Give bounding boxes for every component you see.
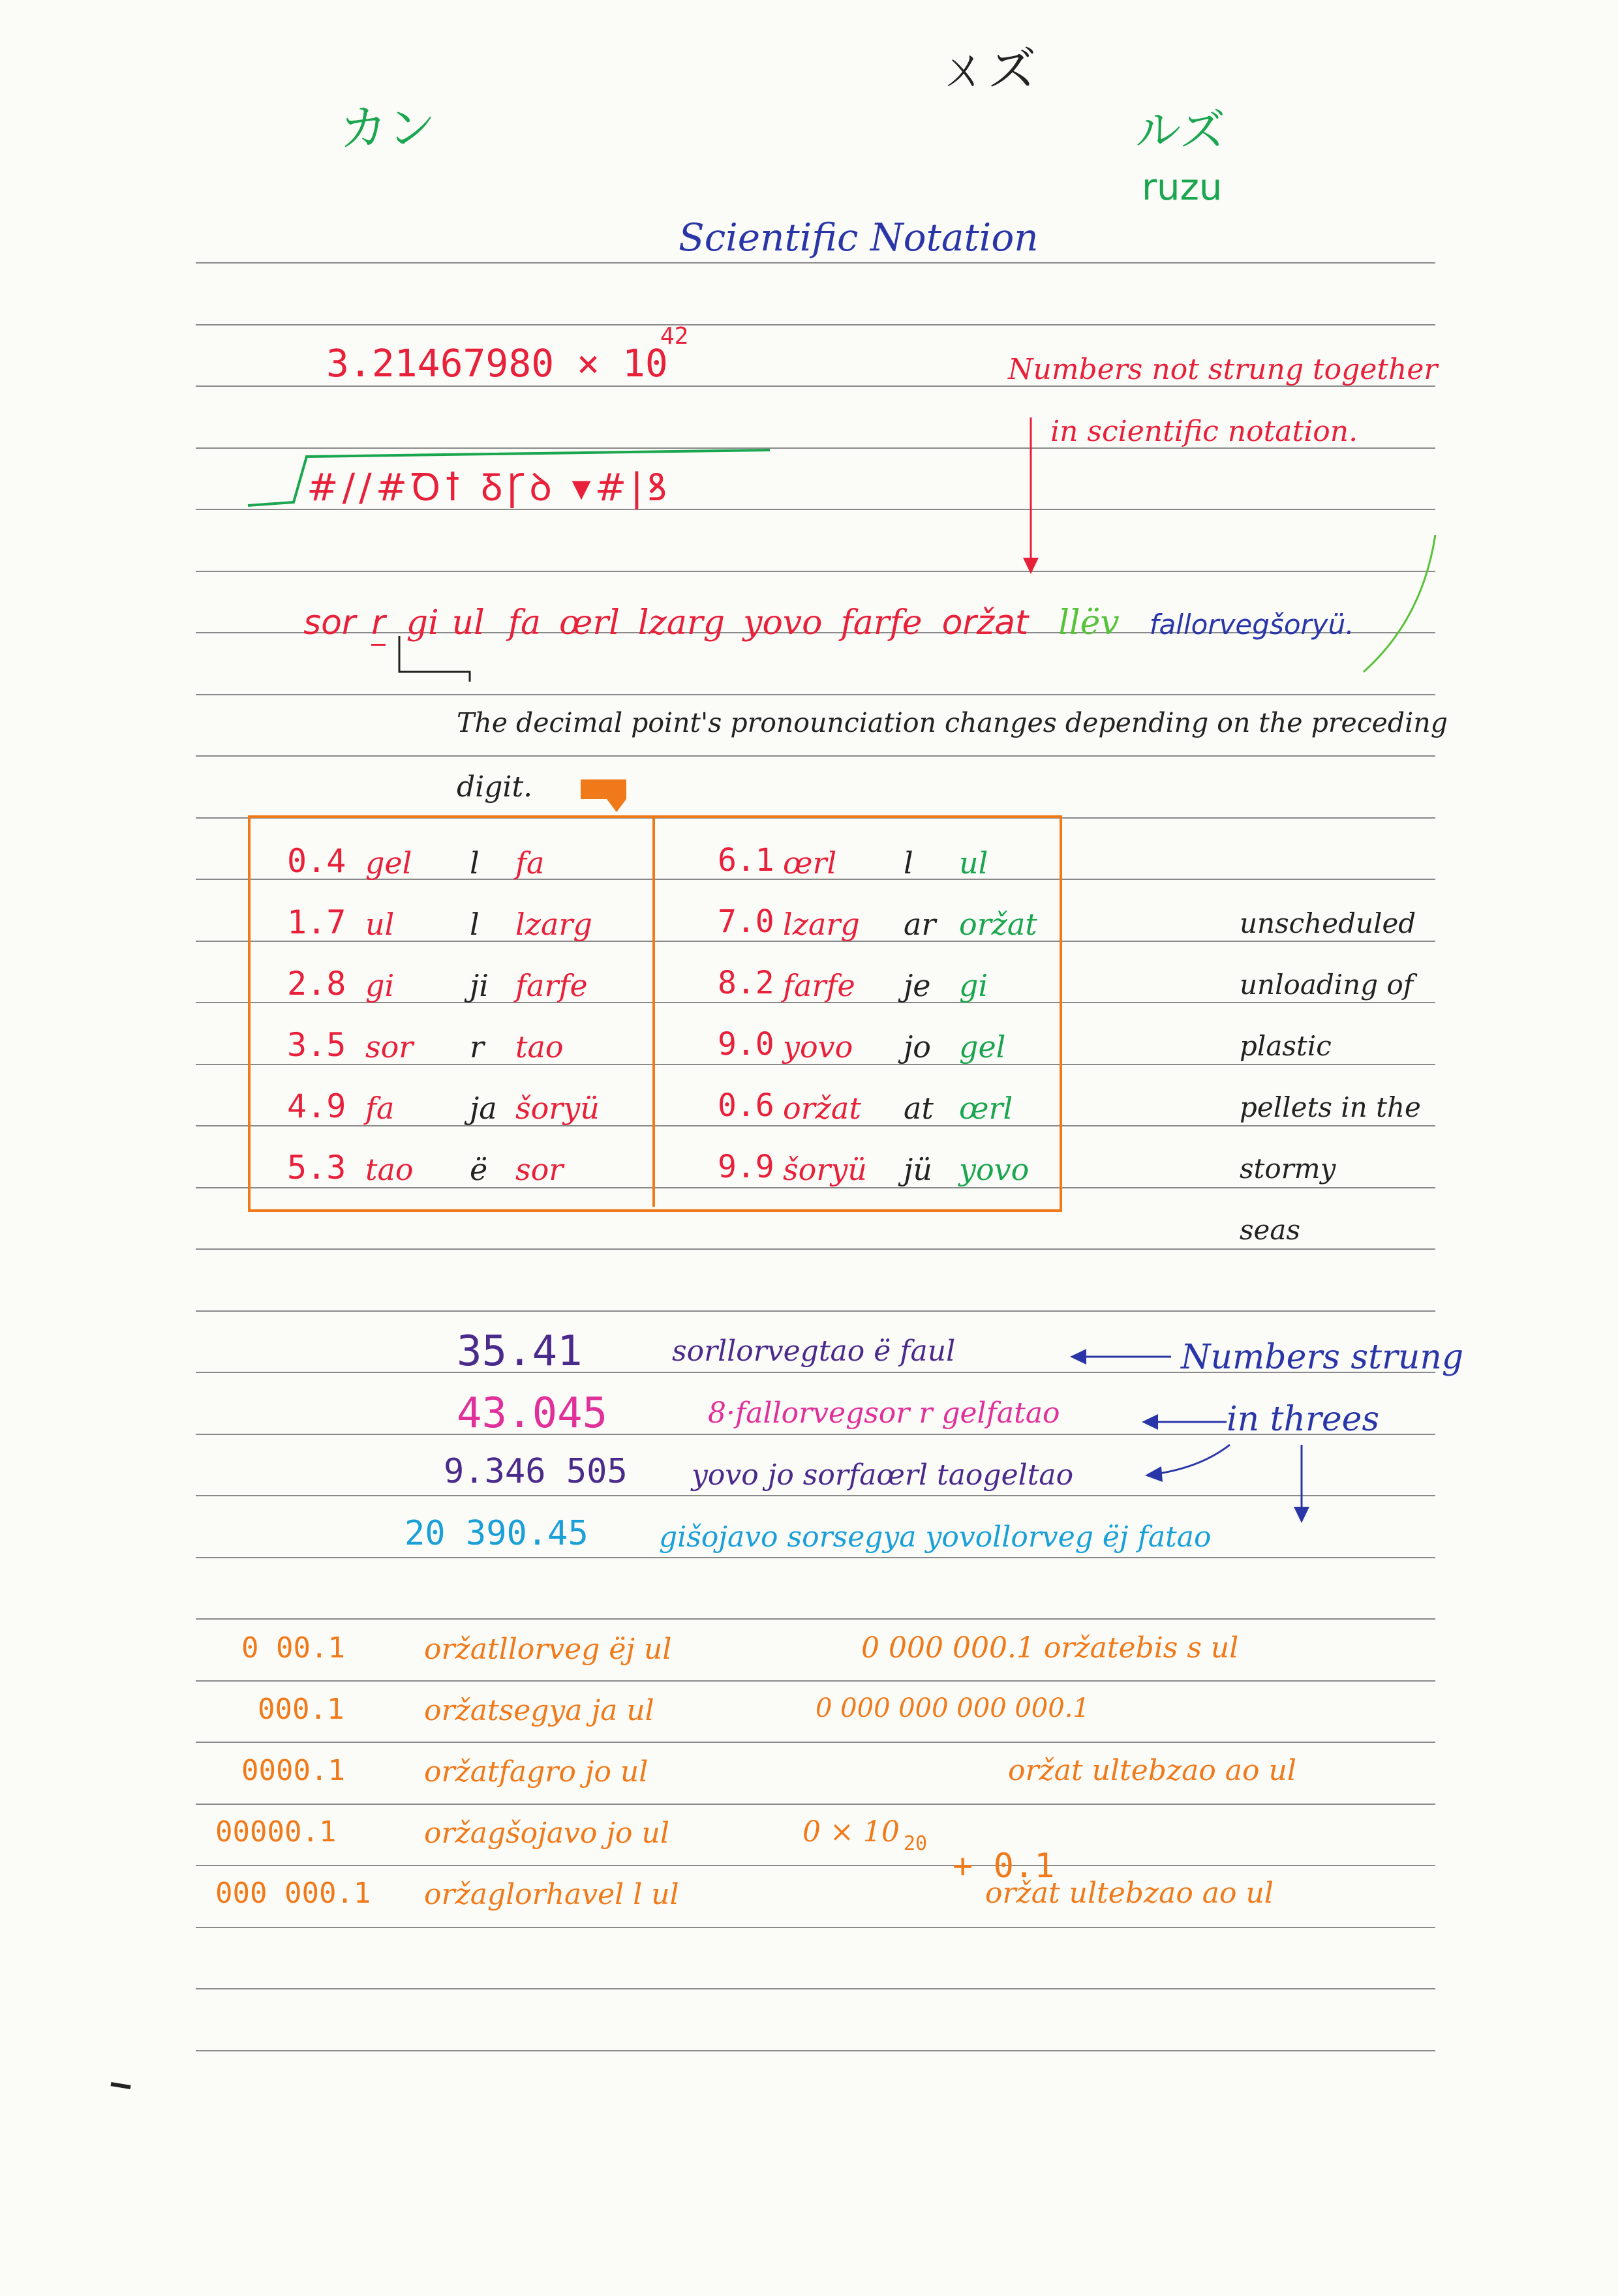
- decimal-note-line1: The decimal point's pronounciation changes depending on the preceding: [457, 707, 1448, 738]
- small-words: oržagšojavo jo ul: [424, 1817, 669, 1850]
- table-name: gi: [365, 968, 395, 1003]
- table-name: lzarg: [783, 907, 860, 942]
- word-yovo: yovo: [743, 603, 823, 642]
- romaji-right: ruzu: [1142, 166, 1223, 209]
- table-next: ul: [959, 845, 988, 881]
- red-note-line1: Numbers not strung together: [1008, 353, 1438, 386]
- table-num: 0.6: [718, 1087, 774, 1124]
- table-num: 3.5: [287, 1026, 346, 1064]
- table-next: tao: [515, 1029, 564, 1065]
- strung-num: 20 390.45: [404, 1514, 588, 1553]
- table-num: 5.3: [287, 1149, 346, 1186]
- table-point: jo: [904, 1029, 931, 1065]
- digit-table-divider: [652, 815, 655, 1207]
- table-next: fa: [515, 845, 545, 881]
- table-next: farfe: [515, 968, 588, 1003]
- small-right-plus: + 0.1: [953, 1847, 1055, 1886]
- strung-num: 9.346 505: [444, 1452, 628, 1491]
- side-note-line: unloading of: [1240, 969, 1414, 1001]
- table-num: 4.9: [287, 1087, 346, 1125]
- table-point: l: [470, 907, 480, 942]
- table-name: šoryü: [783, 1152, 867, 1187]
- example-number: 3.21467980 × 10: [326, 341, 668, 385]
- small-words: oržatfagro jo ul: [424, 1755, 649, 1789]
- table-num: 0.4: [287, 842, 346, 880]
- table-name: farfe: [783, 968, 855, 1003]
- word-sor: sor: [303, 603, 356, 642]
- small-num: 000.1: [258, 1693, 344, 1726]
- table-point: je: [904, 968, 931, 1003]
- katakana-left: カン: [339, 100, 436, 157]
- word-lzarg: lzarg: [637, 603, 725, 642]
- table-next: œrl: [959, 1091, 1013, 1126]
- side-note-line: unscheduled: [1240, 907, 1416, 939]
- table-num: 7.0: [718, 903, 774, 940]
- table-name: tao: [365, 1152, 414, 1187]
- table-next: šoryü: [515, 1091, 600, 1126]
- small-num: 0000.1: [241, 1754, 345, 1787]
- example-exponent: 42: [660, 323, 689, 350]
- table-num: 2.8: [287, 965, 346, 1003]
- table-point: ja: [470, 1091, 497, 1126]
- small-right-text: 0 × 10: [802, 1815, 900, 1849]
- small-words: oržaglorhavel l ul: [424, 1878, 679, 1911]
- word-orzat: oržat: [941, 603, 1029, 642]
- small-num: 000 000.1: [215, 1877, 371, 1910]
- table-num: 1.7: [287, 903, 346, 941]
- small-words: oržatsegya ja ul: [424, 1694, 654, 1727]
- small-right-text: oržat ultebzao ao ul: [1008, 1754, 1296, 1787]
- table-name: fa: [365, 1091, 395, 1126]
- table-next: gel: [959, 1029, 1006, 1065]
- table-point: l: [904, 845, 913, 881]
- strung-words: yovo jo sorfaœrl taogeltao: [692, 1458, 1074, 1492]
- table-name: sor: [365, 1029, 414, 1065]
- table-point: at: [904, 1091, 934, 1126]
- small-words: oržatllorveg ëj ul: [424, 1633, 672, 1666]
- glyph-row: #//#Ꝺꝉ ꝽꞄꝺ ▾#|ꝸ: [307, 465, 671, 509]
- table-next: yovo: [959, 1152, 1030, 1187]
- table-point: jü: [904, 1152, 932, 1187]
- table-name: gel: [365, 845, 412, 881]
- blue-arrow-3: [1155, 1445, 1230, 1474]
- table-next: sor: [515, 1152, 564, 1187]
- small-right-text: 0 000 000.1 oržatebis s ul: [861, 1631, 1239, 1665]
- strung-note-line2: in threes: [1227, 1400, 1380, 1439]
- word-ul: ul: [451, 603, 485, 642]
- strung-note-line1: Numbers strung: [1181, 1338, 1464, 1377]
- table-point: l: [470, 845, 480, 881]
- table-num: 6.1: [718, 842, 774, 879]
- strung-num: 35.41: [457, 1327, 583, 1376]
- katakana-right: ルズ: [1135, 104, 1225, 157]
- small-right-text: 0 000 000 000 000.1: [816, 1693, 1090, 1723]
- small-num: 0 00.1: [241, 1631, 345, 1665]
- table-next: lzarg: [515, 907, 592, 942]
- word-fallor: fallorvegšoryü.: [1149, 609, 1354, 641]
- strung-num: 43.045: [457, 1389, 608, 1438]
- table-point: ar: [904, 907, 936, 942]
- small-num: 00000.1: [215, 1815, 337, 1849]
- pronunciation-line: [303, 603, 1354, 642]
- word-fa: fa: [508, 603, 541, 642]
- table-num: 9.0: [718, 1026, 774, 1063]
- table-point: ë: [470, 1152, 488, 1187]
- side-note-line: seas: [1240, 1214, 1301, 1246]
- side-note-line: plastic: [1240, 1030, 1332, 1062]
- orange-pointer: [581, 779, 626, 812]
- table-name: œrl: [783, 845, 837, 881]
- table-next: gi: [959, 968, 988, 1003]
- table-next: oržat: [959, 907, 1037, 942]
- katakana-top: ㄨズ: [939, 42, 1036, 98]
- word-gi: gi: [406, 603, 439, 642]
- strung-words: sorllorvegtao ë faul: [672, 1335, 956, 1368]
- table-name: oržat: [783, 1091, 861, 1126]
- red-note-line2: in scientific notation.: [1050, 415, 1358, 448]
- table-point: r: [470, 1029, 484, 1065]
- strung-words: gišojavo sorsegya yovollorveg ëj fatao: [659, 1520, 1212, 1554]
- r-bracket: [399, 636, 470, 682]
- word-llev: llëv: [1058, 603, 1120, 642]
- table-name: yovo: [783, 1029, 853, 1065]
- page-title: Scientific Notation: [679, 215, 1039, 260]
- table-num: 9.9: [718, 1149, 774, 1185]
- table-num: 8.2: [718, 965, 774, 1001]
- side-note-line: stormy: [1240, 1153, 1336, 1185]
- small-right-exponent: 20: [904, 1832, 928, 1855]
- small-right-text: oržat ultebzao ao ul: [985, 1877, 1274, 1910]
- strung-words: 8·fallorvegsor r gelfatao: [708, 1397, 1060, 1430]
- word-farfe: farfe: [840, 603, 923, 642]
- side-note-line: pellets in the: [1240, 1091, 1421, 1123]
- table-point: ji: [470, 968, 489, 1003]
- decimal-note-line2: digit.: [457, 770, 533, 804]
- green-slash: [1364, 535, 1435, 672]
- word-r: r: [371, 603, 385, 646]
- word-oerl: œrl: [558, 603, 620, 642]
- table-name: ul: [365, 907, 395, 942]
